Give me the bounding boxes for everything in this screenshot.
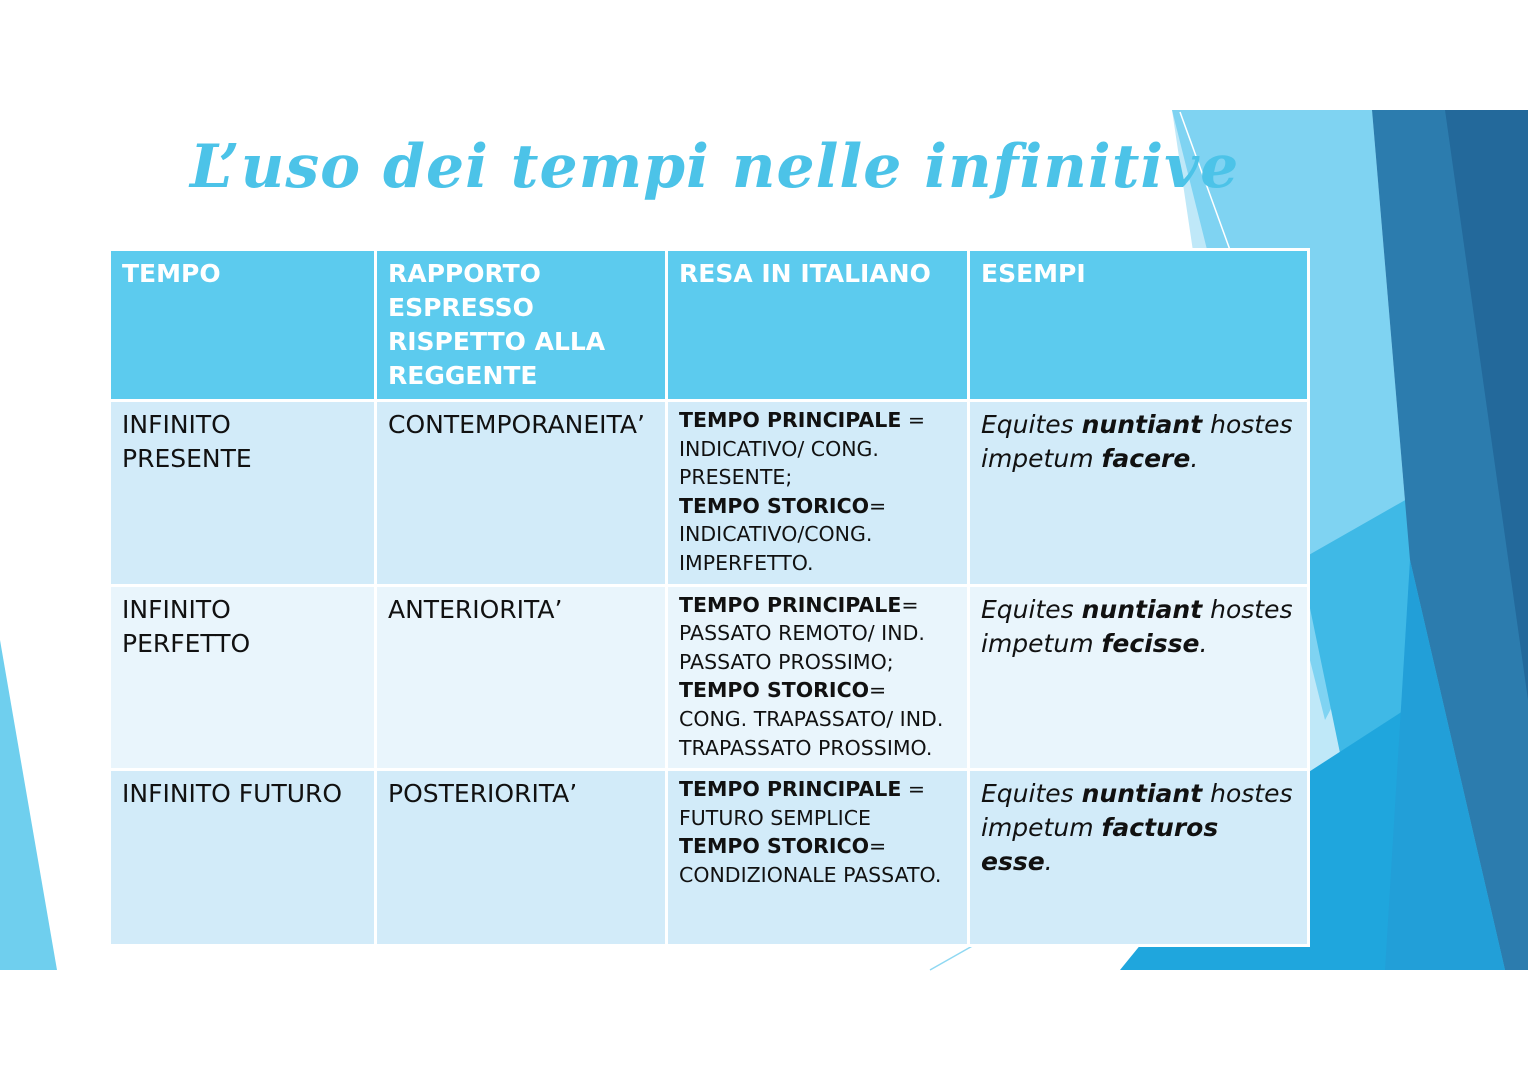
esempio-verb: nuntiant	[1081, 779, 1203, 809]
esempio-period: .	[1199, 628, 1208, 658]
table-row	[110, 770, 1309, 946]
resa-storico-label: TEMPO STORICO	[679, 834, 870, 859]
cell-tempo: INFINITO PERFETTO	[110, 585, 376, 770]
cell-tempo: INFINITO FUTURO	[110, 770, 376, 946]
esempio-text: hostes impetum	[981, 410, 1293, 473]
cell-rapporto: ANTERIORITA’	[376, 585, 667, 770]
esempio-text: hostes impetum	[981, 779, 1293, 843]
esempio-infinitive: facturos esse	[981, 813, 1219, 877]
esempio-period: .	[1044, 847, 1053, 877]
resa-principale-value: = FUTURO SEMPLICE	[679, 777, 926, 830]
left-triangle-decoration	[0, 640, 57, 970]
slide-title: L’uso dei tempi nelle infinitive	[190, 132, 1240, 202]
cell-esempio	[969, 770, 1309, 946]
esempio-period: .	[1190, 444, 1199, 473]
cell-esempio	[969, 401, 1309, 586]
header-resa: RESA IN ITALIANO	[667, 250, 969, 401]
cell-esempio	[969, 585, 1309, 770]
header-esempi: ESEMPI	[969, 250, 1309, 401]
resa-principale-label: TEMPO PRINCIPALE	[679, 777, 902, 802]
resa-principale-value: = INDICATIVO/ CONG. PRESENTE;	[679, 408, 926, 490]
esempio-text: Equites	[981, 410, 1082, 439]
table-row	[110, 585, 1309, 770]
resa-storico-label: TEMPO STORICO	[679, 493, 870, 518]
esempio-infinitive: facere	[1101, 444, 1191, 473]
esempio-infinitive: fecisse	[1101, 628, 1200, 658]
esempio-verb: nuntiant	[1081, 410, 1203, 439]
resa-storico-value: = CONDIZIONALE PASSATO.	[679, 834, 942, 887]
esempio-text: hostes impetum	[981, 594, 1293, 658]
resa-principale-label: TEMPO PRINCIPALE	[679, 592, 902, 617]
table-row	[110, 401, 1309, 586]
header-tempo: TEMPO	[110, 250, 376, 401]
resa-principale-value: = PASSATO REMOTO/ IND. PASSATO PROSSIMO;	[679, 592, 925, 674]
resa-storico-value: = INDICATIVO/CONG. IMPERFETTO.	[679, 493, 887, 575]
esempio-verb: nuntiant	[1081, 594, 1203, 624]
infinitive-tenses-table	[108, 248, 1310, 947]
resa-storico-value: = CONG. TRAPASSATO/ IND. TRAPASSATO PROSSIMO.	[679, 678, 944, 760]
esempio-text: Equites	[981, 594, 1082, 624]
resa-storico-label: TEMPO STORICO	[679, 678, 870, 703]
resa-principale-label: TEMPO PRINCIPALE	[679, 408, 902, 432]
cell-tempo: INFINITO PRESENTE	[110, 401, 376, 586]
cell-resa	[667, 770, 969, 946]
cell-rapporto: POSTERIORITA’	[376, 770, 667, 946]
esempio-text: Equites	[981, 779, 1082, 809]
header-rapporto: RAPPORTO ESPRESSO RISPETTO ALLA REGGENTE	[376, 250, 667, 401]
cell-rapporto: CONTEMPORANEITA’	[376, 401, 667, 586]
table-header-row	[110, 250, 1309, 401]
cell-resa	[667, 585, 969, 770]
cell-resa	[667, 401, 969, 586]
